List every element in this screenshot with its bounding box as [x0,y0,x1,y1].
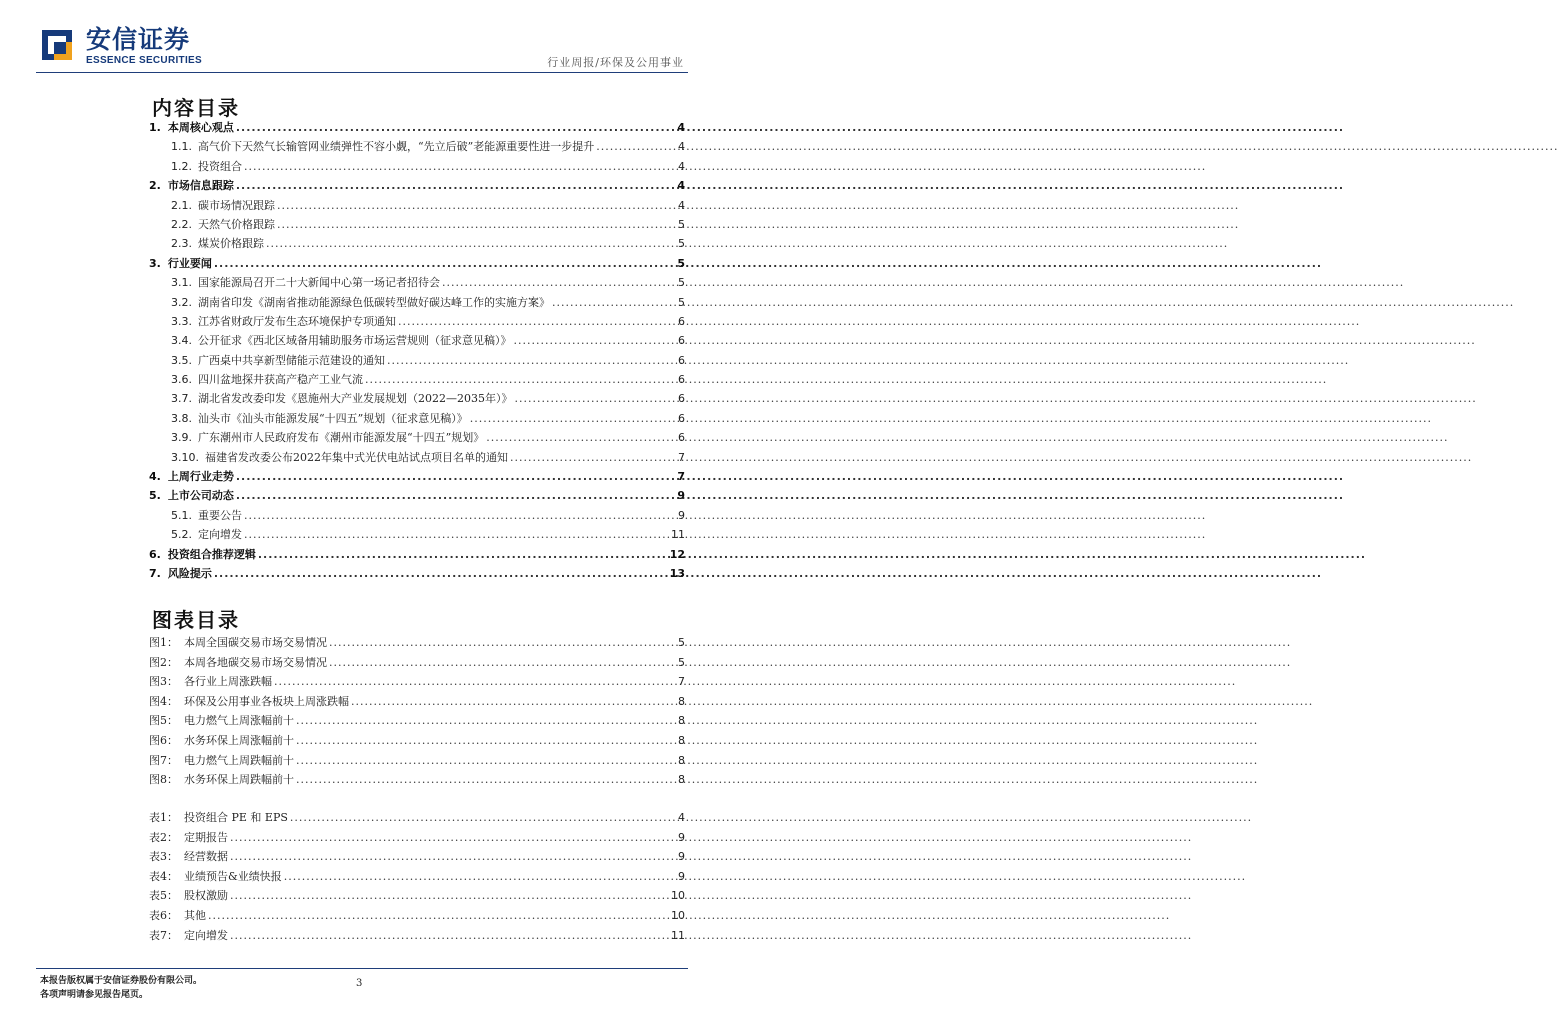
table-number: 表6： [149,908,178,922]
chart-text: 环保及公用事业各板块上周涨跌幅 [184,694,349,708]
toc-text: 行业要闻 [167,256,212,270]
toc-page: 4 [677,179,685,193]
chart-entry[interactable] [149,633,685,653]
table-text: 定期报告 [184,830,228,844]
chart-entry[interactable] [149,770,685,790]
toc-entry[interactable] [149,545,685,564]
chart-list [149,633,685,790]
toc-number: 3.10. [171,450,199,464]
toc-number: 1.1. [171,140,192,154]
toc-page: 12 [669,547,685,561]
dot-leader [228,926,671,946]
toc-entry[interactable] [149,176,685,195]
toc-text: 上市公司动态 [167,489,234,503]
dot-leader [275,196,678,215]
toc-number: 1. [149,121,161,134]
toc-text: 国家能源局召开二十大新闻中心第一场记者招待会 [198,276,440,290]
toc-number: 3.8. [171,411,192,425]
dot-leader [212,564,670,583]
toc-page: 7 [678,450,685,464]
dot-leader [288,808,678,828]
toc-page: 6 [678,373,685,387]
toc-number: 3. [149,256,161,270]
dot-leader [327,633,678,653]
table-page: 9 [678,869,685,883]
toc-text: 投资组合推荐逻辑 [167,547,256,561]
table-page: 10 [671,908,685,922]
table-entry[interactable] [149,828,685,848]
toc-entry[interactable] [149,564,685,583]
dot-leader [508,448,678,467]
toc-entry[interactable] [149,234,685,253]
toc-text: 投资组合 [198,159,242,173]
toc-list [149,118,685,583]
toc-page: 13 [669,566,685,580]
table-number: 表1： [149,811,178,824]
table-entry[interactable] [149,906,685,926]
figures-title: 图表目录 [152,608,240,632]
toc-number: 3.5. [171,353,192,367]
toc-page: 7 [677,470,685,484]
table-number: 表3： [149,850,178,864]
dot-leader [264,234,678,253]
dot-leader [396,312,678,331]
toc-entry[interactable] [149,254,685,273]
chart-number: 图5： [149,714,178,728]
dot-leader [242,525,671,544]
dot-leader [512,331,679,350]
chart-page: 5 [678,655,685,669]
toc-entry[interactable] [149,215,685,234]
report-category: 行业周报/环保及公用事业 [547,56,684,69]
toc-text: 风险提示 [167,566,212,580]
dot-leader [228,886,671,906]
toc-page: 6 [678,314,685,328]
toc-number: 2.3. [171,237,192,251]
toc-page: 5 [678,295,685,309]
toc-title: 内容目录 [152,96,240,120]
toc-text: 市场信息跟踪 [167,179,234,193]
dot-leader [440,273,678,292]
table-number: 表4： [149,869,178,883]
dot-leader [234,467,678,486]
chart-entry[interactable] [149,672,685,692]
chart-text: 水务环保上周跌幅前十 [184,773,294,787]
toc-text: 上周行业走势 [167,470,234,484]
toc-text: 福建省发改委公布2022年集中式光伏电站试点项目名单的通知 [205,450,508,464]
table-number: 表5： [149,889,178,903]
dot-leader [272,672,678,692]
toc-page: 4 [677,121,685,134]
dot-leader [234,176,678,195]
chart-page: 8 [678,733,685,747]
dot-leader [234,118,678,137]
dot-leader [294,731,678,751]
toc-text: 湖北省发改委印发《恩施州大产业发展规划（2022—2035年）》 [198,392,513,406]
chart-number: 图1： [149,636,178,649]
dot-leader [212,254,678,273]
table-entry[interactable] [149,808,685,828]
toc-entry[interactable] [149,293,685,312]
toc-text: 煤炭价格跟踪 [198,237,264,251]
table-entry[interactable] [149,847,685,867]
toc-page: 11 [671,528,685,542]
chart-entry[interactable] [149,653,685,673]
table-text: 定向增发 [184,928,228,942]
dot-leader [294,751,678,771]
toc-number: 3.1. [171,276,192,290]
toc-page: 6 [678,353,685,367]
page-number: 3 [356,978,363,989]
toc-text: 公开征求《西北区域备用辅助服务市场运营规则（征求意见稿）》 [198,334,512,348]
brand-name-cn: 安信证券 [86,25,191,54]
table-text: 其他 [184,908,206,922]
toc-entry[interactable] [149,428,685,447]
toc-number: 3.4. [171,334,192,348]
dot-leader [294,711,678,731]
chart-page: 8 [678,773,685,787]
toc-entry[interactable] [149,331,685,350]
toc-page: 6 [678,334,685,348]
toc-number: 5.1. [171,508,192,522]
toc-text: 四川盆地探井获高产稳产工业气流 [198,373,363,387]
toc-page: 5 [677,256,685,270]
chart-number: 图2： [149,655,178,669]
toc-entry[interactable] [149,389,685,408]
disclaimer-line: 各项声明请参见报告尾页。 [40,990,149,1000]
copyright-line: 本报告版权属于安信证券股份有限公司。 [40,976,203,986]
chart-entry[interactable] [149,692,685,712]
dot-leader [234,486,678,505]
dot-leader [228,847,678,867]
chart-text: 水务环保上周涨幅前十 [184,733,294,747]
table-page: 9 [678,850,685,864]
toc-entry[interactable] [149,351,685,370]
toc-entry[interactable] [149,137,685,156]
chart-page: 8 [678,753,685,767]
chart-page: 8 [678,714,685,728]
table-text: 经营数据 [184,850,228,864]
toc-entry[interactable] [149,448,685,467]
toc-page: 5 [678,237,685,251]
toc-number: 3.2. [171,295,192,309]
dot-leader [468,409,678,428]
toc-entry[interactable] [149,467,685,486]
dot-leader [294,770,678,790]
toc-number: 3.9. [171,431,192,445]
table-entry[interactable] [149,867,685,887]
header-divider [36,72,688,73]
toc-entry[interactable] [149,409,685,428]
table-number: 表2： [149,830,178,844]
table-text: 股权激励 [184,889,228,903]
chart-text: 电力燃气上周涨幅前十 [184,714,294,728]
toc-entry[interactable] [149,312,685,331]
toc-entry[interactable] [149,370,685,389]
toc-entry[interactable] [149,118,685,137]
toc-page: 9 [677,489,685,503]
toc-text: 本周核心观点 [167,121,234,134]
table-entry[interactable] [149,886,685,906]
chart-entry[interactable] [149,711,685,731]
toc-number: 3.3. [171,314,192,328]
page-header [0,0,724,76]
toc-text: 天然气价格跟踪 [198,217,275,231]
toc-entry[interactable] [149,196,685,215]
toc-text: 广东潮州市人民政府发布《潮州市能源发展“十四五”规划》 [198,431,485,445]
toc-number: 6. [149,547,161,561]
chart-text: 本周全国碳交易市场交易情况 [184,636,327,649]
table-page: 9 [678,830,685,844]
dot-leader [256,545,670,564]
toc-number: 5.2. [171,528,192,542]
toc-text: 定向增发 [198,528,242,542]
dot-leader [349,692,678,712]
toc-entry[interactable] [149,506,685,525]
toc-number: 5. [149,489,161,503]
dot-leader [275,215,678,234]
toc-page: 9 [678,508,685,522]
table-page: 11 [671,928,685,942]
toc-number: 7. [149,566,161,580]
dot-leader [242,506,678,525]
toc-text: 广西桌中共享新型储能示范建设的通知 [198,353,385,367]
toc-number: 2.2. [171,217,192,231]
toc-entry[interactable] [149,157,685,176]
chart-page: 8 [678,694,685,708]
chart-page: 7 [678,675,685,689]
toc-page: 4 [678,140,685,154]
toc-text: 重要公告 [198,508,242,522]
toc-entry[interactable] [149,486,685,505]
dot-leader [282,867,678,887]
toc-page: 4 [678,159,685,173]
chart-number: 图3： [149,675,178,689]
table-text: 业绩预告&业绩快报 [184,869,282,883]
dot-leader [513,389,679,408]
toc-number: 4. [149,470,161,484]
toc-page: 5 [678,217,685,231]
toc-page: 4 [678,198,685,212]
toc-text: 江苏省财政厅发布生态环境保护专项通知 [198,314,396,328]
toc-text: 汕头市《汕头市能源发展“十四五”规划（征求意见稿）》 [198,411,468,425]
dot-leader [594,137,678,156]
table-number: 表7： [149,928,178,942]
toc-number: 3.6. [171,373,192,387]
toc-text: 湖南省印发《湖南省推动能源绿色低碳转型做好碳达峰工作的实施方案》 [198,295,550,309]
chart-number: 图7： [149,753,178,767]
dot-leader [550,293,678,312]
chart-text: 本周各地碳交易市场交易情况 [184,655,327,669]
chart-entry[interactable] [149,731,685,751]
toc-page: 6 [678,392,685,406]
dot-leader [228,828,678,848]
footer-divider [36,968,688,969]
table-page: 10 [671,889,685,903]
chart-text: 各行业上周涨跌幅 [184,675,272,689]
chart-entry[interactable] [149,751,685,771]
chart-page: 5 [678,636,685,649]
table-list [149,808,685,945]
table-page: 4 [678,811,685,824]
chart-text: 电力燃气上周跌幅前十 [184,753,294,767]
brand-name-en: ESSENCE SECURITIES [86,55,202,66]
dot-leader [363,370,678,389]
table-entry[interactable] [149,926,685,946]
table-text: 投资组合 PE 和 EPS [184,811,288,824]
toc-number: 2. [149,179,161,193]
toc-page: 5 [678,276,685,290]
toc-number: 2.1. [171,198,192,212]
toc-entry[interactable] [149,273,685,292]
chart-number: 图6： [149,733,178,747]
dot-leader [242,157,678,176]
chart-number: 图4： [149,694,178,708]
dot-leader [385,351,678,370]
dot-leader [484,428,678,447]
toc-entry[interactable] [149,525,685,544]
toc-number: 1.2. [171,159,192,173]
dot-leader [327,653,678,673]
toc-number: 3.7. [171,392,192,406]
dot-leader [206,906,671,926]
toc-page: 6 [678,411,685,425]
copyright-notice [40,974,202,1002]
chart-number: 图8： [149,773,178,787]
toc-page: 6 [678,431,685,445]
toc-text: 高气价下天然气长输管网业绩弹性不容小觑，“先立后破”老能源重要性进一步提升 [198,140,595,154]
essence-logo-icon [40,28,74,62]
toc-text: 碳市场情况跟踪 [198,198,275,212]
